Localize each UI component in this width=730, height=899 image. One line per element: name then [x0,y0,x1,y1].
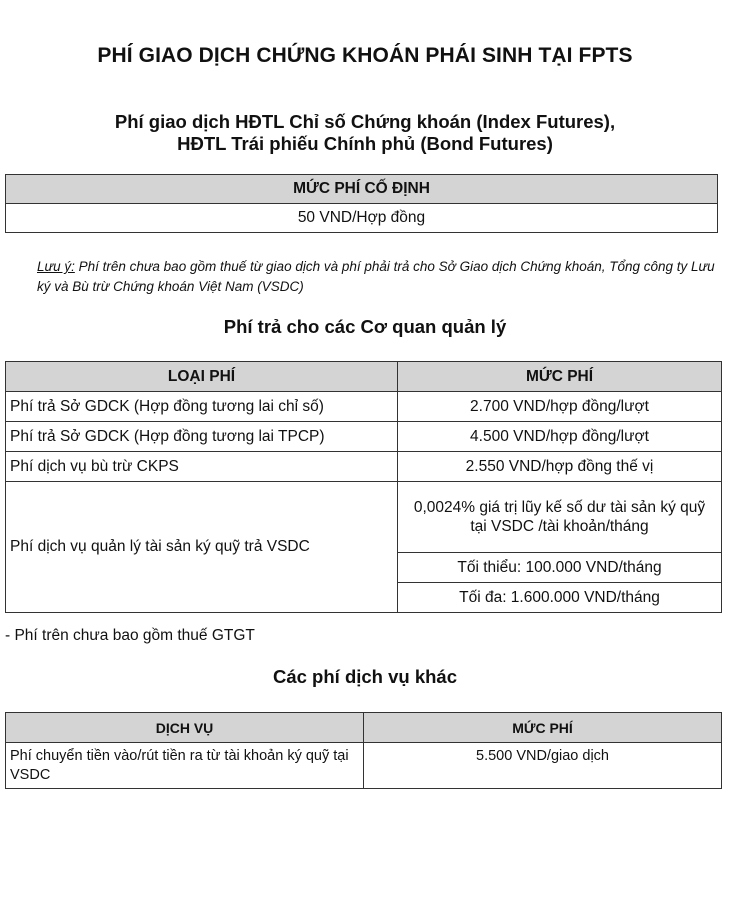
table-header-row [6,713,722,743]
fixed-fee-table [5,174,718,233]
table-header-row [6,362,722,392]
service-fee-cell: 5.500 VND/giao dịch [364,743,722,789]
note-label: Lưu ý: [37,259,75,274]
vat-note: - Phí trên chưa bao gồm thuế GTGT [5,627,255,644]
vsdc-fee-min-cell: Tối thiểu: 100.000 VND/tháng [398,553,722,583]
note-text: Phí trên chưa bao gồm thuế từ giao dịch và phí phải trả cho Sở Giao dịch Chứng khoán, Tổng công ty Lưu ký và Bù trừ Chứng khoán Việt Nam (VSDC) [37,259,715,294]
fee-amount-cell: 2.550 VND/hợp đồng thế vị [398,452,722,482]
fixed-fee-value: 50 VND/Hợp đồng [6,204,718,233]
service-cell: Phí chuyển tiền vào/rút tiền ra từ tài khoản ký quỹ tại VSDC [6,743,364,789]
fee-amount-header: MỨC PHÍ [398,362,722,392]
table-row [6,452,722,482]
regulator-fees-table [5,361,722,613]
service-fee-header: MỨC PHÍ [364,713,722,743]
fee-type-header: LOẠI PHÍ [6,362,398,392]
fee-type-cell: Phí trả Sở GDCK (Hợp đồng tương lai chỉ số) [6,392,398,422]
other-services-table [5,712,722,789]
page-title: PHÍ GIAO DỊCH CHỨNG KHOÁN PHÁI SINH TẠI FPTS [97,44,633,67]
fee-amount-cell: 4.500 VND/hợp đồng/lượt [398,422,722,452]
vsdc-fee-max-cell: Tối đa: 1.600.000 VND/tháng [398,583,722,613]
other-services-title: Các phí dịch vụ khác [272,666,458,687]
table-row [6,482,722,553]
fee-amount-cell: 2.700 VND/hợp đồng/lượt [398,392,722,422]
table-row [6,422,722,452]
table-row [6,392,722,422]
fee-type-cell: Phí dịch vụ bù trừ CKPS [6,452,398,482]
vsdc-fee-rate-line-2: tại VSDC /tài khoản/tháng [470,518,649,535]
vsdc-fee-rate-cell [398,482,722,553]
subtitle-line-1: Phí giao dịch HĐTL Chỉ số Chứng khoán (Index Futures), [114,111,616,132]
regulator-fees-title: Phí trả cho các Cơ quan quản lý [223,316,507,337]
index-bond-futures-subtitle [0,111,730,155]
vsdc-fee-rate-line-1: 0,0024% giá trị lũy kế số dư tài sản ký quỹ [413,499,706,516]
table-row [6,743,722,789]
fee-note [37,257,727,297]
fee-type-cell: Phí dịch vụ quản lý tài sản ký quỹ trả VSDC [6,482,398,613]
service-header: DỊCH VỤ [6,713,364,743]
fixed-fee-header: MỨC PHÍ CỐ ĐỊNH [6,175,718,204]
fee-type-cell: Phí trả Sở GDCK (Hợp đồng tương lai TPCP) [6,422,398,452]
subtitle-line-2: HĐTL Trái phiếu Chính phủ (Bond Futures) [177,133,553,154]
